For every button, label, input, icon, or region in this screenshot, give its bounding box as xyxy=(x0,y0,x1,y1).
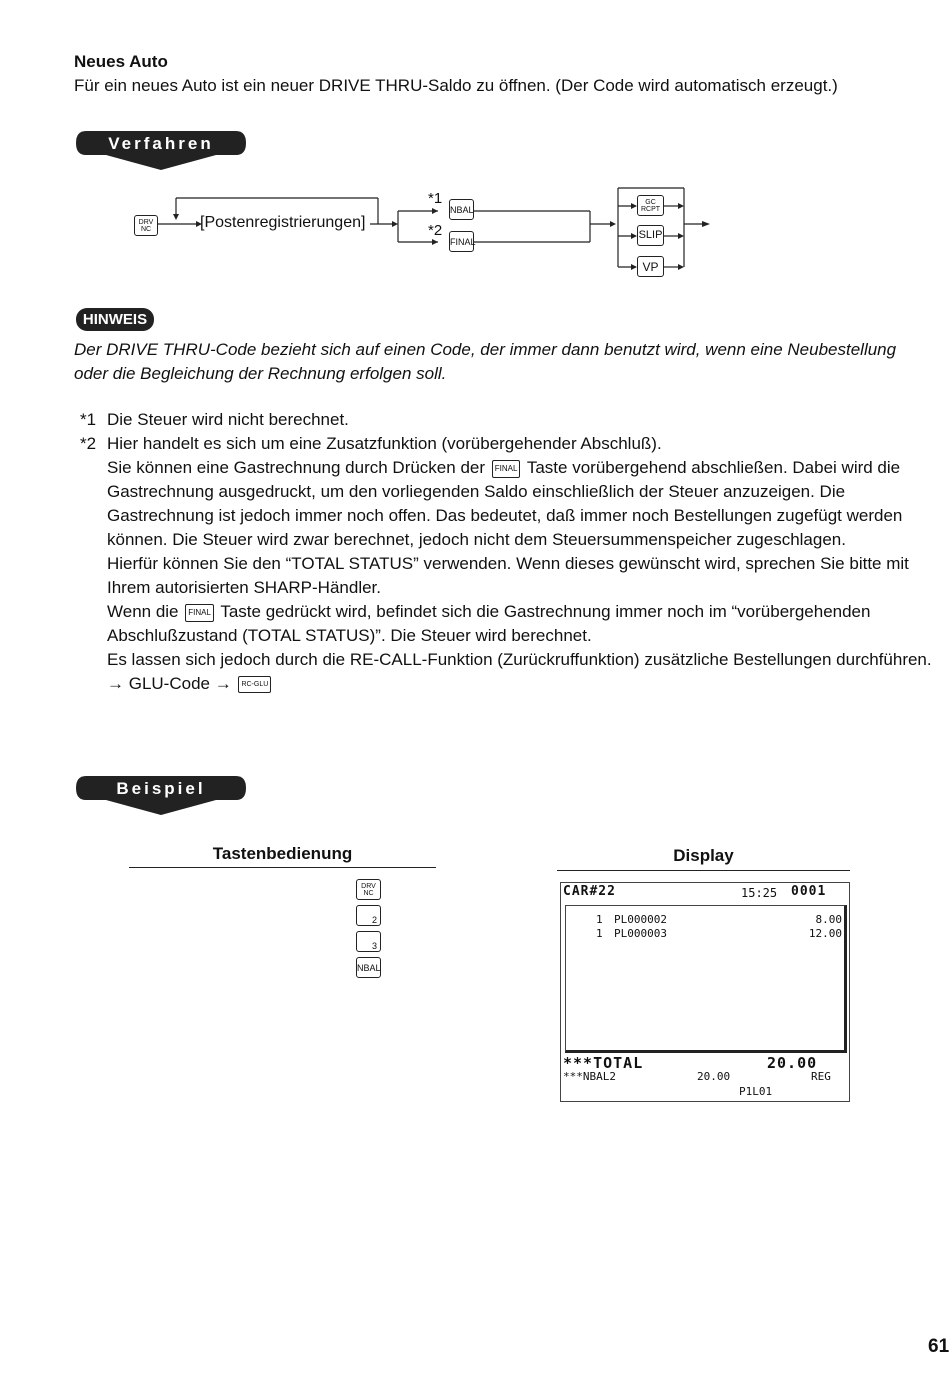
slip-key: SLIP xyxy=(637,225,664,246)
nbal-key: NBAL xyxy=(449,199,474,220)
footnote-2-line1: Hier handelt es sich um eine Zusatzfunktion (vorübergehender Abschluß). xyxy=(107,434,662,453)
section-intro: Für ein neues Auto ist ein neuer DRIVE THRU-Saldo zu öffnen. (Der Code wird automatisch erzeugt.) xyxy=(74,76,838,95)
display-nbal-amount: 20.00 xyxy=(697,1070,731,1083)
nc-key-label: NC xyxy=(140,226,152,233)
display-mode: REG xyxy=(811,1070,831,1083)
gc-rcpt-key xyxy=(637,195,664,216)
display-clerk-code: P1L01 xyxy=(739,1085,773,1098)
rcpt-key-label: RCPT xyxy=(640,206,661,213)
page-number: 61 xyxy=(928,1336,950,1357)
footnote-2-paragraph-1 xyxy=(107,456,940,552)
display-line-code: PL000003 xyxy=(614,927,667,940)
display-line-qty: 1 xyxy=(596,927,603,940)
glu-code-sequence: → GLU-Code → xyxy=(107,674,232,693)
display-heading-rule xyxy=(557,870,850,871)
display-line-amount: 12.00 xyxy=(808,927,842,940)
register-display xyxy=(560,882,850,1102)
display-line-qty: 1 xyxy=(596,913,603,926)
example-key-3: 3 xyxy=(356,931,381,952)
flow-lines xyxy=(120,178,720,288)
footnote-2-p1-end: Taste vorübergehend abschließen. Dabei wird die Gastrechnung ausgedruckt, um den vorliegenden Saldo einschließlich der Steuer anzuzeigen. Die Gastrechnung ist jedoch immer noch offen. Das bedeutet, daß immer noch Bestellungen zugefügt werden können. Die Steuer wird zwar berechnet, jedoch nicht dem Steuersummenspeicher zugeschlagen. xyxy=(107,458,903,549)
display-car-number: CAR#22 xyxy=(563,884,616,899)
footnote-1-mark: *1 xyxy=(80,410,97,429)
display-total-value: 20.00 xyxy=(767,1054,818,1072)
footnote-1 xyxy=(80,408,940,432)
footnote-2-paragraph-3 xyxy=(107,600,940,648)
example-key-bottom: NC xyxy=(363,890,374,897)
footnote-2-p3-end: Taste gedrückt wird, befindet sich die Gastrechnung immer noch im “vorübergehenden Abschlußzustand (TOTAL STATUS)”. Die Steuer wird berechnet. xyxy=(107,602,871,645)
footnote-2-paragraph-2: Hierfür können Sie den “TOTAL STATUS” verwenden. Wenn dieses gewünscht wird, sprechen Sie bitte mit Ihrem autorisierten SHARP-Händler. xyxy=(107,554,909,597)
keys-heading-rule xyxy=(129,867,436,868)
vp-key: VP xyxy=(637,256,664,277)
hinweis-text: Der DRIVE THRU-Code bezieht sich auf einen Code, der immer dann benutzt wird, wenn eine Neubestellung oder die Begleichung der Rechnung erfolgen soll. xyxy=(74,340,897,383)
section-title: Neues Auto xyxy=(74,52,168,71)
key-sequence xyxy=(356,879,382,978)
footnote-1-text: Die Steuer wird nicht berechnet. xyxy=(107,410,349,429)
item-registration-label: [Postenregistrierungen] xyxy=(200,214,366,231)
procedure-banner-label: Verfahren xyxy=(108,134,214,153)
display-counter: 0001 xyxy=(791,884,827,899)
display-item-area xyxy=(565,905,847,1053)
final-inline-key: FINAL xyxy=(492,460,521,478)
drv-key-label: DRV xyxy=(138,219,154,226)
display-heading: Display xyxy=(673,846,734,865)
footnote-2-paragraph-4: Es lassen sich jedoch durch die RE-CALL-Funktion (Zurückruffunktion) zusätzliche Bestellungen durchführen. xyxy=(107,650,932,669)
drv-nc-key xyxy=(134,215,158,236)
footnote-2-mark: *2 xyxy=(80,434,97,453)
example-banner xyxy=(76,775,246,815)
footnotes xyxy=(80,408,940,696)
hinweis-badge: HINWEIS xyxy=(76,308,154,331)
display-time: 15:25 xyxy=(741,886,778,900)
mark-2: *2 xyxy=(428,222,443,239)
final-inline-key: FINAL xyxy=(185,604,214,622)
rc-glu-inline-key: RC-GLU xyxy=(238,676,271,693)
display-total-label: ***TOTAL xyxy=(563,1054,644,1072)
final-key: FINAL xyxy=(449,231,474,252)
example-key-2: 2 xyxy=(356,905,381,926)
footnote-2-p3-start: Wenn die xyxy=(107,602,179,621)
gc-key-label: GC xyxy=(645,199,656,206)
keys-heading: Tastenbedienung xyxy=(212,844,353,863)
procedure-flow xyxy=(120,178,720,288)
display-nbal-label: ***NBAL2 xyxy=(563,1070,616,1083)
example-key-drv-nc xyxy=(356,879,381,900)
footnote-2-p1-start: Sie können eine Gastrechnung durch Drücken der xyxy=(107,458,486,477)
display-line-code: PL000002 xyxy=(614,913,667,926)
procedure-banner xyxy=(76,130,246,170)
footnote-2-paragraph-5 xyxy=(107,672,940,696)
display-line-amount: 8.00 xyxy=(815,913,842,926)
example-banner-label: Beispiel xyxy=(116,779,206,798)
example-key-nbal: NBAL xyxy=(356,957,381,978)
mark-1: *1 xyxy=(428,190,443,207)
example-key-top: DRV xyxy=(361,883,376,890)
footnote-2 xyxy=(80,432,940,696)
